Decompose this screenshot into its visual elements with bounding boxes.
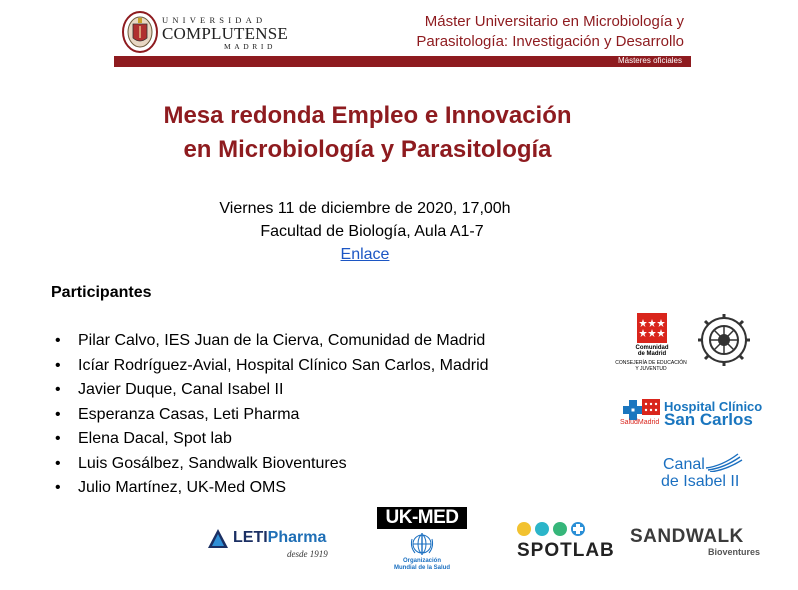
event-place: Facultad de Biología, Aula A1-7: [260, 223, 484, 240]
hospital-title-line2: San Carlos: [664, 410, 753, 429]
list-item: • Julio Martínez, UK-Med OMS: [51, 478, 489, 503]
list-item: • Javier Duque, Canal Isabel II: [51, 380, 489, 405]
spotlab-dots-icon: [516, 520, 596, 538]
spotlab-name: SPOTLAB: [517, 540, 615, 561]
event-link[interactable]: Enlace: [340, 246, 390, 263]
event-date: Viernes 11 de diciembre de 2020, 17,00h: [219, 200, 511, 217]
canal-isabel-logo: [660, 452, 760, 492]
event-title-line2: en Microbiología y Parasitología: [183, 136, 552, 163]
comunidad-department: [610, 360, 692, 372]
leti-pharma-logo: [207, 527, 342, 567]
leti-name: [233, 529, 326, 547]
comunidad-madrid-logo: [610, 313, 690, 373]
participants-list: [51, 331, 489, 503]
leti-name-part1: LETI: [233, 529, 268, 546]
participants-heading: Participantes: [51, 284, 152, 301]
header-divider-bar: [114, 56, 691, 67]
department-line1: CONSEJERÍA DE EDUCACIÓN: [615, 360, 687, 366]
list-item: • Luis Gosálbez, Sandwalk Bioventures: [51, 454, 489, 479]
comunidad-name-line2: de Madrid: [637, 351, 667, 357]
ukmed-oms-logo: [376, 507, 468, 577]
water-waves-icon: [704, 452, 744, 472]
university-line3: MADRID: [223, 42, 276, 51]
sandwalk-name: SANDWALK: [630, 526, 744, 547]
leti-drop-icon: [207, 528, 229, 550]
who-emblem-icon: [409, 531, 435, 557]
university-crest-icon: [121, 10, 159, 54]
canal-line1: Canal: [663, 456, 705, 473]
university-line1: UNIVERSIDAD: [162, 15, 267, 25]
madrid-flag-icon: [637, 313, 667, 343]
university-wordmark: [162, 15, 288, 51]
comunidad-name-line1: Comunidad: [635, 345, 669, 351]
list-item: • Pilar Calvo, IES Juan de la Cierva, Comunidad de Madrid: [51, 331, 489, 356]
hospital-title-line1: Hospital Clínico: [664, 399, 763, 414]
who-name: [386, 558, 458, 572]
master-title-line1: Máster Universitario en Microbiología y: [424, 13, 684, 30]
spotlab-logo: [516, 520, 615, 568]
event-info: [60, 197, 670, 266]
gear-emblem-icon: [697, 313, 751, 367]
salud-madrid-label: SaludMadrid: [620, 419, 660, 426]
sandwalk-logo: [630, 526, 760, 562]
sandwalk-sub: Bioventures: [707, 547, 760, 557]
comunidad-madrid-name: [622, 345, 682, 357]
event-title: [60, 99, 675, 167]
list-item: • Elena Dacal, Spot lab: [51, 429, 489, 454]
leti-name-part2: Pharma: [267, 529, 327, 546]
madrid-flag-small-icon: [642, 399, 660, 415]
master-title-line2: Parasitología: Investigación y Desarrollo: [416, 33, 684, 50]
medical-cross-icon: [623, 400, 643, 420]
who-name-line2: Mundial de la Salud: [393, 565, 450, 571]
ukmed-wordmark: UK-MED: [377, 507, 467, 529]
leti-since: desde 1919: [287, 549, 328, 559]
who-name-line1: Organización: [402, 558, 441, 564]
event-title-line1: Mesa redonda Empleo e Innovación: [163, 102, 572, 129]
canal-line2: de Isabel II: [661, 473, 740, 490]
masters-label: Másteres oficiales: [617, 56, 682, 65]
hospital-clinico-logo: [620, 399, 763, 431]
master-title: [360, 12, 684, 52]
department-line2: Y JUVENTUD: [635, 366, 667, 372]
university-line2: COMPLUTENSE: [162, 24, 288, 43]
list-item: • Esperanza Casas, Leti Pharma: [51, 405, 489, 430]
list-item: • Icíar Rodríguez-Avial, Hospital Clínico San Carlos, Madrid: [51, 356, 489, 381]
